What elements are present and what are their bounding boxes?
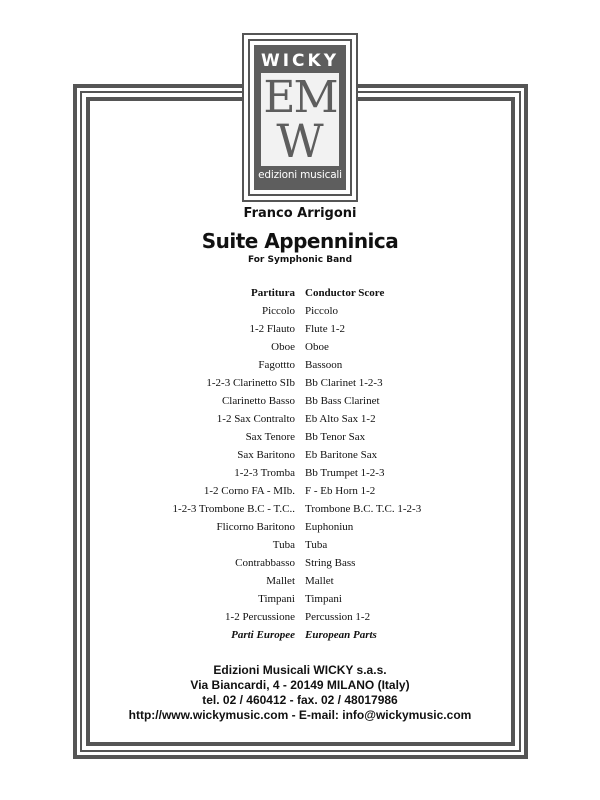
instrument-row [0, 320, 600, 338]
instrument-row [0, 554, 600, 572]
logo-letters-em: EM [263, 72, 337, 123]
instrument-italian: 1-2 Flauto [249, 323, 295, 335]
instrument-row [0, 428, 600, 446]
instrument-row [0, 590, 600, 608]
instrument-english: Mallet [305, 575, 334, 587]
instrument-italian: Contrabbasso [235, 557, 295, 569]
instrument-english: Flute 1-2 [305, 323, 346, 335]
instrument-english: Bb Trumpet 1-2-3 [305, 467, 385, 479]
instrument-english: Timpani [305, 593, 342, 605]
logo-monogram-panel [261, 73, 339, 166]
instrument-english: Percussion 1-2 [305, 611, 371, 623]
instrumentation-header [0, 284, 600, 302]
instrument-english: Eb Alto Sax 1-2 [305, 413, 376, 425]
instrument-italian: Mallet [266, 575, 295, 587]
instrument-english: Bb Bass Clarinet [305, 395, 380, 407]
instrument-italian: 1-2-3 Trombone B.C - T.C.. [172, 503, 295, 515]
instrument-italian: Timpani [258, 593, 295, 605]
instrument-italian: Fagottto [258, 359, 295, 371]
publisher-address: Via Biancardi, 4 - 20149 MILANO (Italy) [190, 678, 410, 692]
instrumentation-list [0, 284, 600, 644]
header-english: Conductor Score [305, 287, 385, 299]
instrument-english: Bassoon [305, 359, 343, 371]
instrument-english: Bb Clarinet 1-2-3 [305, 377, 383, 389]
instrument-english: String Bass [305, 557, 356, 569]
publisher-phone: tel. 02 / 460412 - fax. 02 / 48017986 [202, 693, 398, 707]
instrument-english: Eb Baritone Sax [305, 449, 378, 461]
logo-tagline: edizioni musicali [258, 169, 342, 181]
instrument-row [0, 482, 600, 500]
instrument-row [0, 518, 600, 536]
instrument-italian: 1-2-3 Clarinetto SIb [206, 377, 295, 389]
instrument-english: Bb Tenor Sax [305, 431, 366, 443]
composer-name: Franco Arrigoni [243, 206, 357, 221]
instrument-english: Piccolo [305, 305, 338, 317]
instrument-italian: Oboe [271, 341, 295, 353]
instrument-english: F - Eb Horn 1-2 [305, 485, 376, 497]
instrument-row [0, 536, 600, 554]
instrument-row [0, 500, 600, 518]
instrument-row [0, 608, 600, 626]
instrument-italian: Clarinetto Basso [221, 395, 295, 407]
european-parts-english: European Parts [305, 629, 377, 641]
instrument-row [0, 392, 600, 410]
publisher-name: Edizioni Musicali WICKY s.a.s. [213, 663, 387, 677]
wicky-logo [254, 45, 346, 190]
instrument-english: Trombone B.C. T.C. 1-2-3 [305, 503, 422, 515]
logo-letter-w: W [276, 114, 324, 168]
instrument-italian: Sax Tenore [245, 431, 295, 443]
piece-subtitle: For Symphonic Band [247, 255, 353, 265]
piece-title: Suite Appenninica [201, 229, 399, 253]
instrument-row [0, 464, 600, 482]
instrument-row [0, 374, 600, 392]
european-parts-row [0, 626, 600, 644]
instrument-row [0, 302, 600, 320]
instrument-italian: 1-2-3 Tromba [234, 467, 295, 479]
instrument-italian: 1-2 Corno FA - MIb. [203, 485, 295, 497]
instrument-english: Oboe [305, 341, 329, 353]
instrument-italian: 1-2 Sax Contralto [216, 413, 295, 425]
instrument-row [0, 356, 600, 374]
publisher-web: http://www.wickymusic.com - E-mail: info@wickymusic.com [128, 708, 472, 722]
european-parts-italian: Parti Europee [231, 629, 295, 641]
instrument-row [0, 338, 600, 356]
instrument-english: Tuba [305, 539, 328, 551]
instrument-italian: Sax Baritono [237, 449, 295, 461]
header-italian: Partitura [251, 287, 295, 299]
instrument-italian: Tuba [272, 539, 295, 551]
instrument-english: Euphoniun [305, 521, 354, 533]
instrument-italian: 1-2 Percussione [225, 611, 295, 623]
instrument-row [0, 572, 600, 590]
instrument-italian: Flicorno Baritono [216, 521, 295, 533]
instrument-row [0, 410, 600, 428]
logo-brand: WICKY [260, 51, 340, 71]
instrument-italian: Piccolo [262, 305, 295, 317]
instrument-row [0, 446, 600, 464]
